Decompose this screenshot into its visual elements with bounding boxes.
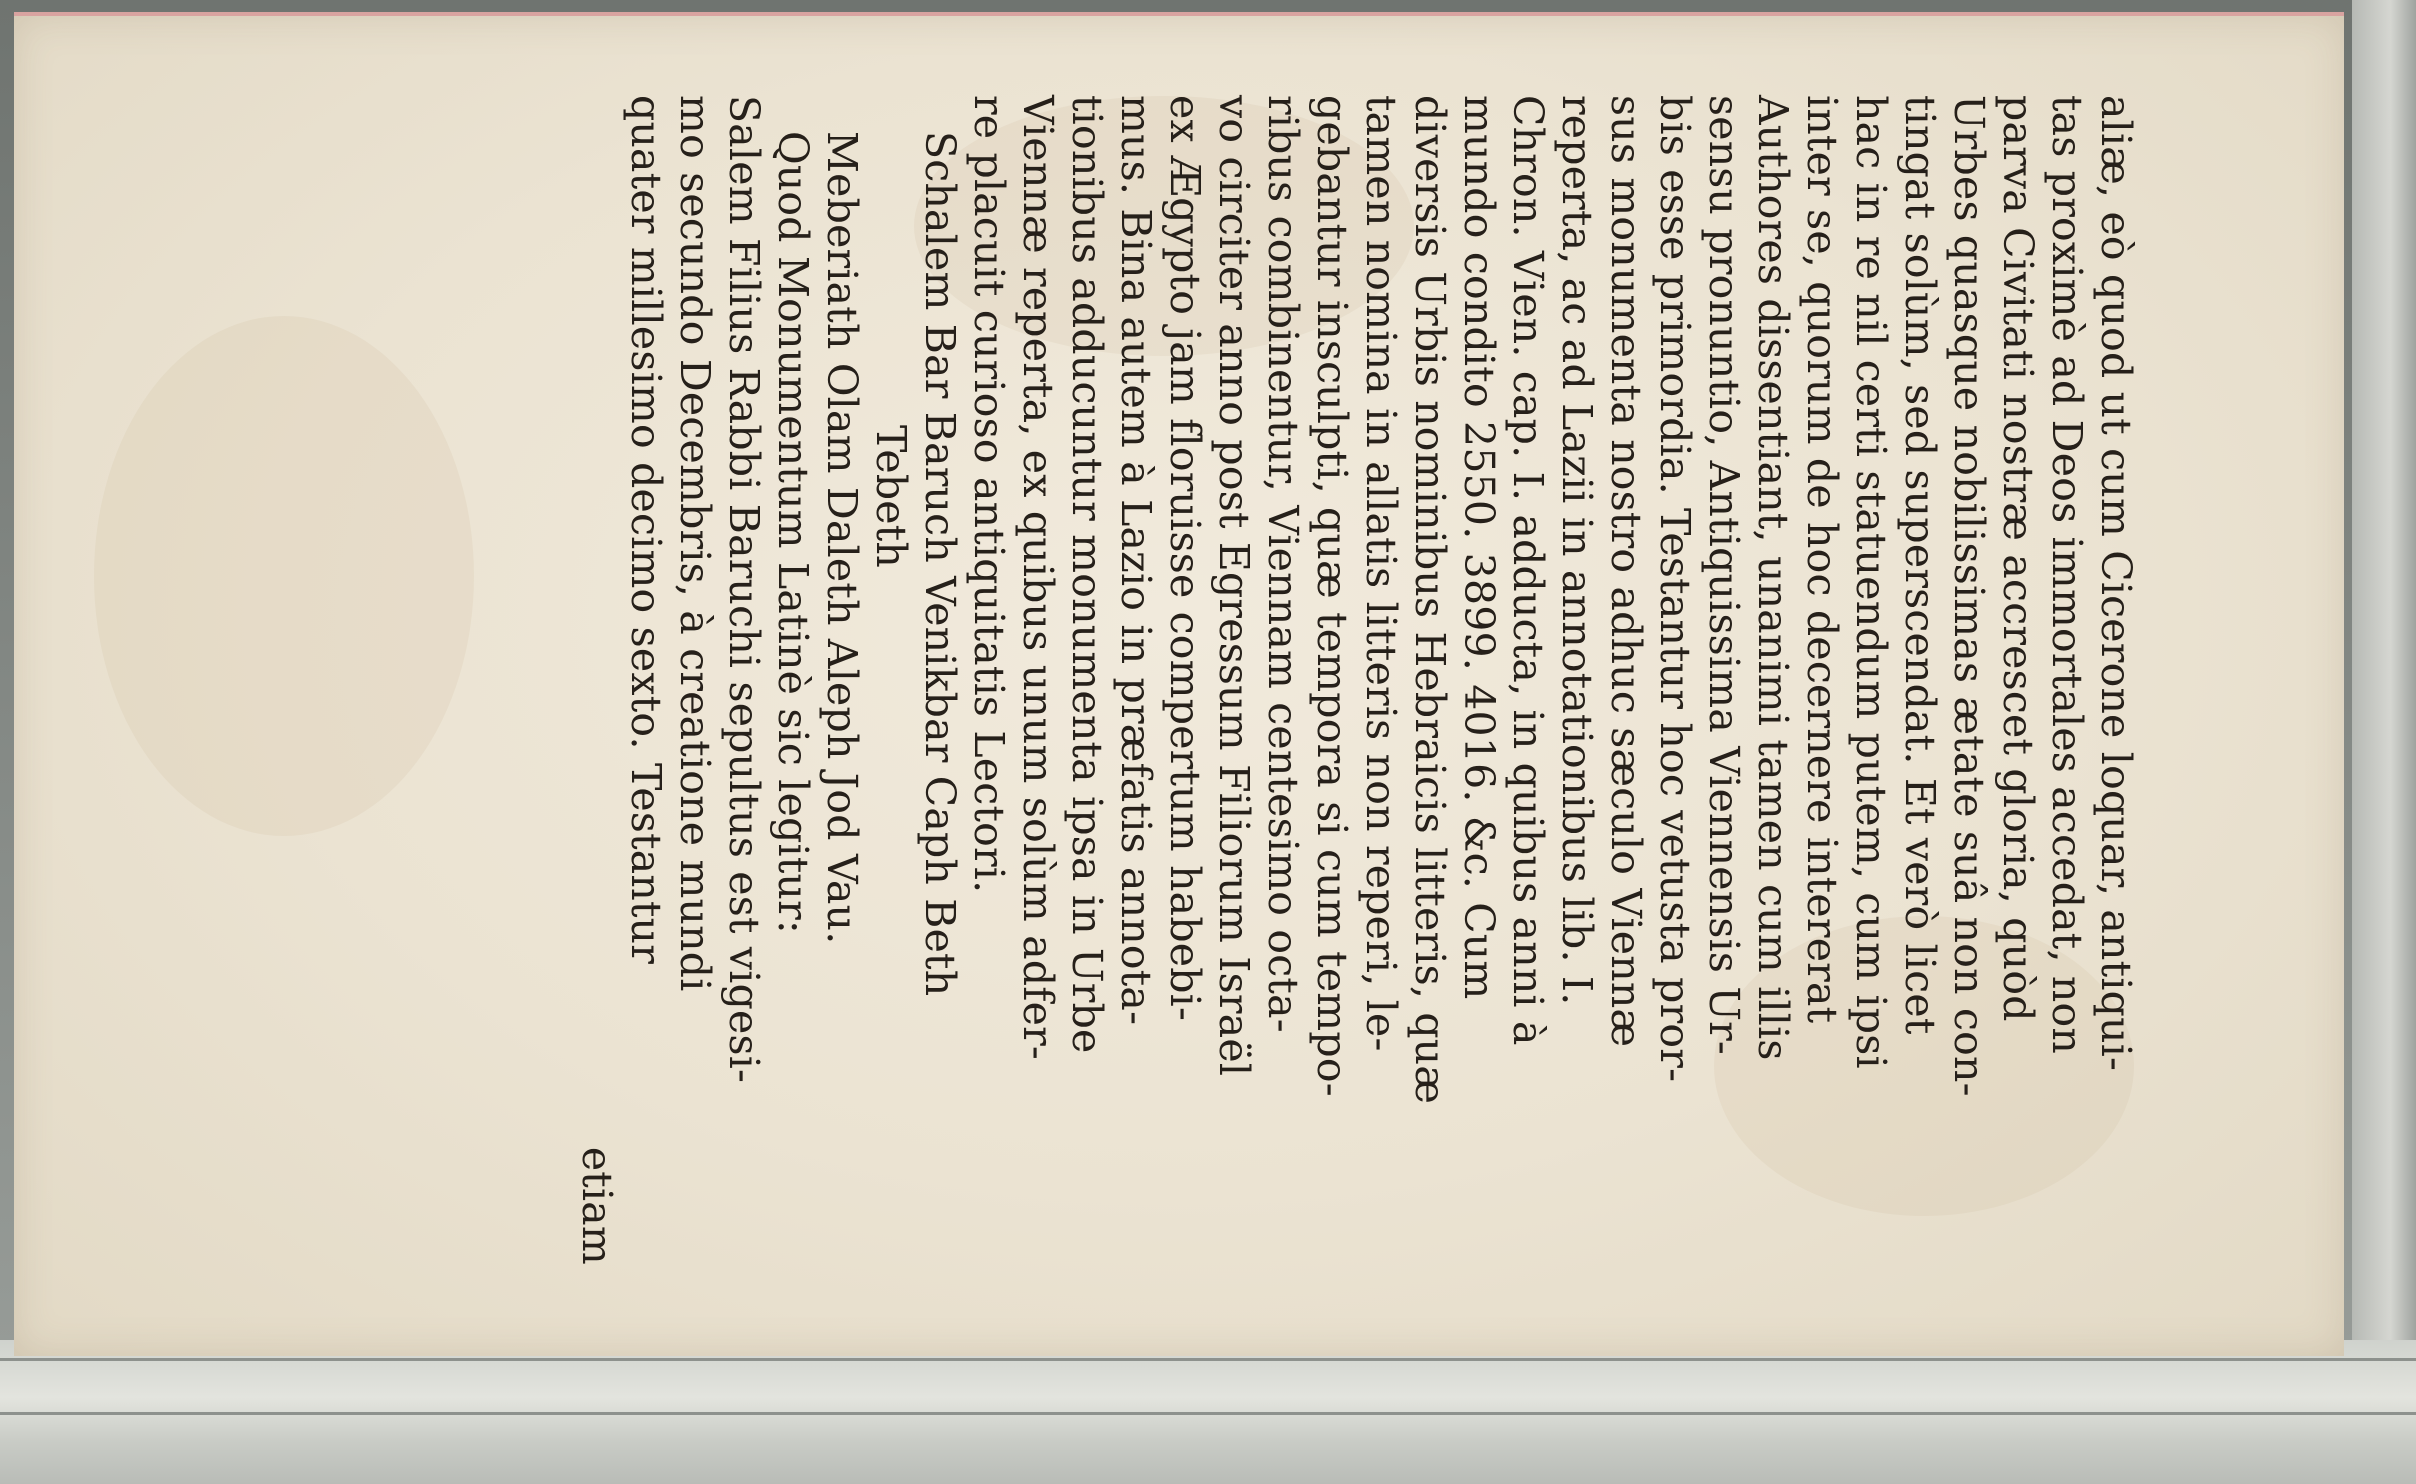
text-line: Authores dissentiant, unanimi tamen cum illis: [1749, 95, 1797, 1061]
text-line: Urbes quasque nobilissimas ætate suâ non con-: [1945, 95, 1993, 1097]
page-edge-line: [0, 1412, 2416, 1415]
text-line: hac in re nil certi statuendum putem, cum ipsi: [1847, 95, 1895, 1069]
text-line: Viennæ reperta, ex quibus unum solùm adfer-: [1014, 95, 1062, 1060]
text-line: tas proximè ad Deos immortales accedat, non: [2043, 95, 2091, 1055]
hebrew-inscription-line: Tebeth: [867, 425, 915, 569]
book-fore-edge: [2352, 0, 2416, 1484]
text-line: Chron. Vien. cap. I. adducta, in quibus anni à: [1504, 95, 1552, 1046]
text-line: diversis Urbis nominibus Hebraicis litteris, quæ: [1406, 95, 1454, 1105]
text-line: mo secundo Decembris, à creatione mundi: [671, 95, 719, 992]
catchword: etiam: [573, 1146, 621, 1265]
text-line: mundo condito 2550. 3899. 4016. &c. Cum: [1455, 95, 1503, 1000]
text-line: Salem Filius Rabbi Baruchi sepultus est vigesi-: [720, 95, 768, 1084]
text-line: bis esse primordia. Testantur hoc vetusta pror-: [1651, 95, 1699, 1083]
text-line: ex Ægypto jam floruisse compertum habebi-: [1161, 95, 1209, 1022]
text-line: tingat solùm, sed superscendat. Et verò licet: [1896, 95, 1944, 1035]
text-line: aliæ, eò quod ut cum Cicerone loquar, antiqui-: [2092, 95, 2140, 1072]
page-edge-line: [0, 1358, 2416, 1361]
text-line: tionibus adducuntur monumenta ipsa in Urbe: [1063, 95, 1111, 1054]
text-line: reperta, ac ad Lazii in annotationibus lib. I.: [1553, 95, 1601, 1006]
text-line: tamen nomina in allatis litteris non reperi, le-: [1357, 95, 1405, 1052]
text-line: parva Civitati nostræ accrescet gloria, quòd: [1994, 95, 2042, 1022]
text-line: ribus combinentur, Viennam centesimo octa-: [1259, 95, 1307, 1033]
text-line: gebantur insculpti, quæ tempora si cum tempo-: [1308, 95, 1356, 1097]
book-page-edges: [0, 1340, 2416, 1484]
text-line: sensu pronuntio, Antiquissima Viennensis Ur-: [1700, 95, 1748, 1055]
text-line: mus. Bina autem à Lazio in præfatis annota-: [1112, 95, 1160, 1026]
text-line: quater millesimo decimo sexto. Testantur: [622, 95, 670, 965]
text-line: vo circiter anno post Egressum Filiorum Israël: [1210, 95, 1258, 1077]
text-line: Quod Monumentum Latinè sic legitur:: [769, 131, 817, 934]
page-text-rotated: [160, 85, 2160, 1315]
text-line: sus monumenta nostro adhuc sæculo Viennæ: [1602, 95, 1650, 1048]
text-line: re placuit curioso antiquitatis Lectori.: [965, 95, 1013, 894]
text-line: inter se, quorum de hoc decernere intererat: [1798, 95, 1846, 1024]
hebrew-inscription-line: Schalem Bar Baruch Venikbar Caph Beth: [916, 131, 964, 997]
hebrew-inscription-line: Meberiath Olam Daleth Aleph Jod Vau.: [818, 131, 866, 945]
